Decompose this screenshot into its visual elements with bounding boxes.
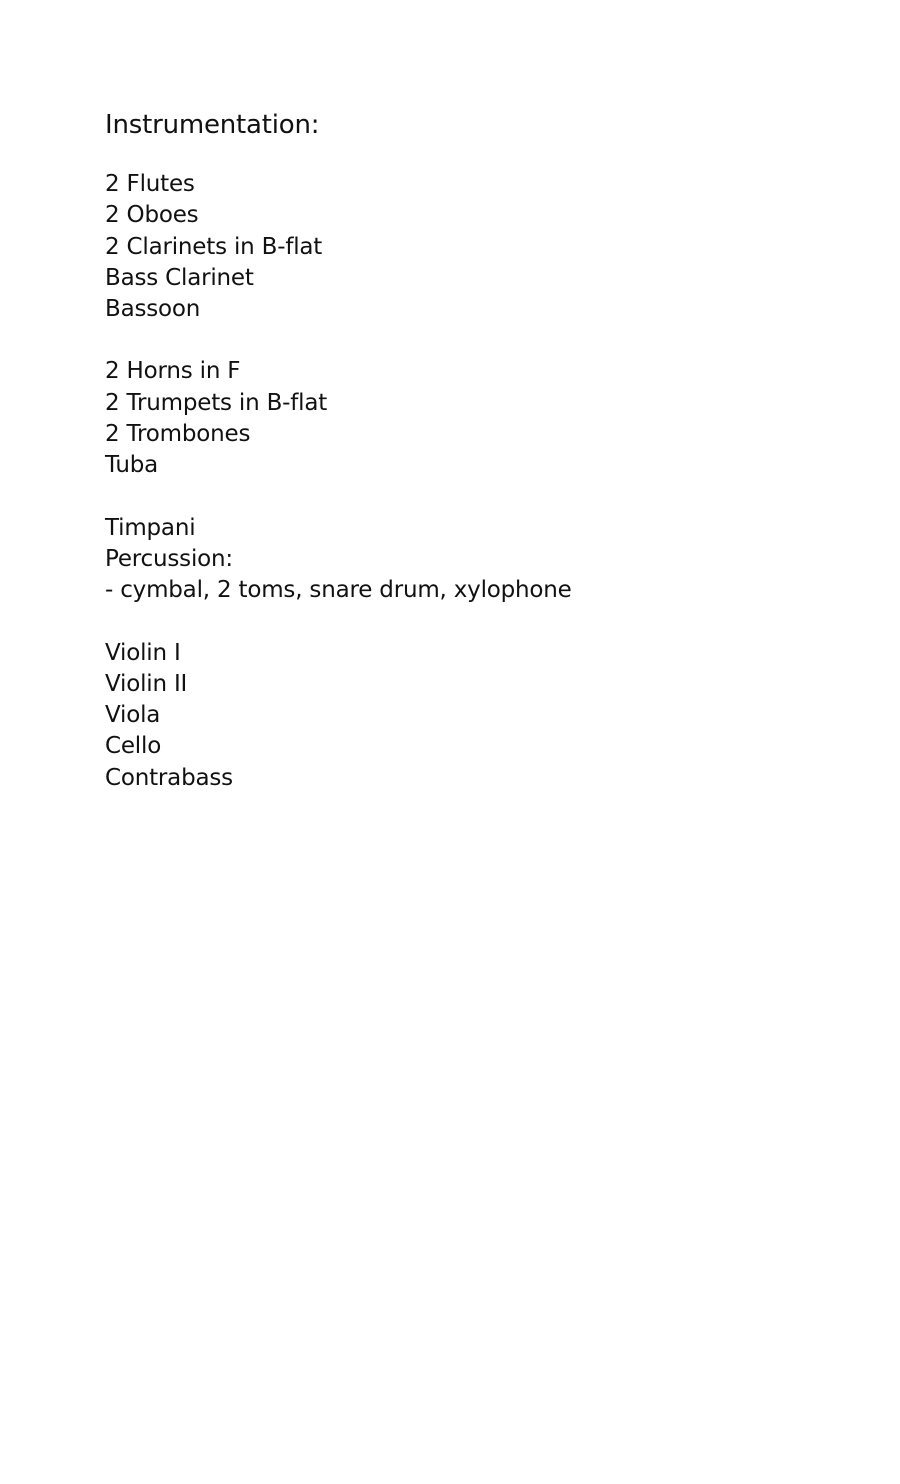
instrument-item: Violin I: [105, 639, 181, 666]
instrument-item: 2 Clarinets in B-flat: [105, 233, 323, 260]
instrument-item: Percussion:: [105, 545, 233, 572]
instrument-item: - cymbal, 2 toms, snare drum, xylophone: [105, 577, 572, 604]
instrument-item: Timpani: [105, 514, 196, 541]
instrument-item: 2 Horns in F: [105, 358, 241, 385]
instrument-item: Cello: [105, 733, 162, 760]
instrument-item: Tuba: [105, 452, 159, 479]
strings-group: [105, 638, 572, 794]
instrument-item: Viola: [105, 702, 161, 729]
percussion-group: [105, 513, 572, 607]
instrument-item: Violin II: [105, 670, 188, 697]
instrumentation-heading: Instrumentation:: [105, 110, 320, 140]
instrument-item: Contrabass: [105, 764, 233, 791]
woodwinds-group: [105, 169, 572, 325]
instrument-item: 2 Oboes: [105, 202, 199, 229]
instrument-item: 2 Flutes: [105, 171, 195, 197]
instrument-item: 2 Trombones: [105, 421, 251, 448]
instrument-item: Bassoon: [105, 296, 201, 323]
instrument-item: 2 Trumpets in B-flat: [105, 389, 328, 416]
instrument-item: Bass Clarinet: [105, 264, 254, 291]
brass-group: [105, 356, 572, 481]
instrumentation-list: [105, 106, 572, 825]
